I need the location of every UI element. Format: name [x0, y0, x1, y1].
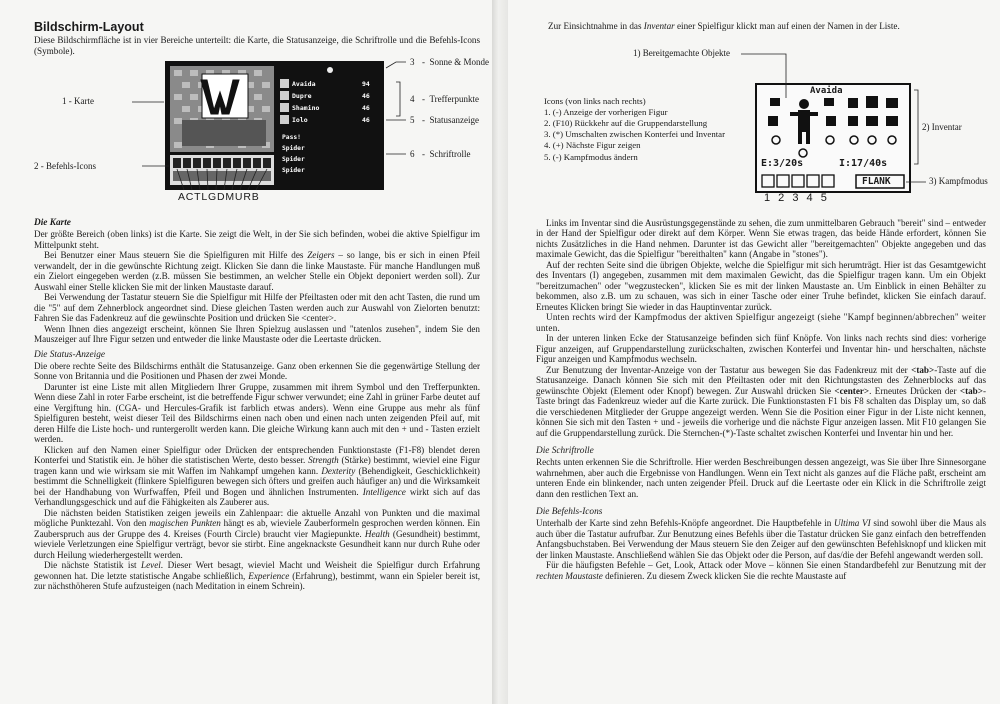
scroll-line: Spider: [282, 156, 305, 163]
party-row[interactable]: [292, 90, 319, 102]
hitpoint-value: 46: [362, 104, 370, 112]
label-map: 1 - Karte: [62, 96, 94, 106]
status-paragraph-2: Darunter ist eine Liste mit allen Mitgliedern Ihrer Gruppe, zusammen mit ihrem Symbol und den Trefferpunkten. Wenn diese Zahl in roter Farbe erscheint, ist die betreffende Figur schwer verwundet; eine Zahl in grüner Farbe deutet auf eine Vergiftung hin. (CGA- und Hercules-Grafik ist farblich etwas anders). Wenn eine Gruppe aus mehr als fünf Spielfiguren besteht, weist dieser Teil des Bildschirms einen nach oben und einen nach unten zeigenden Pfeil auf, mit deren Hilfe die Liste hoch- und runtergerollt werden kann. Die gleiche Wirkung kann auch mit den + und - Tasten erzielt werden.: [34, 381, 480, 444]
party-list: [292, 78, 319, 126]
scroll-line: Spider: [282, 145, 305, 152]
intro-paragraph: Diese Bildschirmfläche ist in vier Bereiche unterteilt: die Karte, die Statusanzeige, die Schriftrolle und die Befehls-Icons (Symbole).: [34, 35, 480, 56]
inventory-items: [848, 96, 898, 144]
inventory-paragraph-4: In der unteren linken Ecke der Statusanzeige befinden sich fünf Knöpfe. Von links nach rechts sind dies: vorherige Figur anzeigen, auf Gruppendarstellung zurückschalten, zwischen Konterfei und Inventar hin- und herschalten, nächste Figur anzeigen und Kampfmodus wechseln.: [536, 333, 986, 364]
scroll-paragraph: Rechts unten erkennen Sie die Schriftrolle. Hier werden Beschreibungen dessen angezeigt, was Sie über Ihre Sinnesorgane wahrnehmen, aber auch die Ergebnisse von Handlungen. Wenn ein Text nicht als ganzes auf die Fläche paßt, erscheint am unteren Ende ein blinkender, nach unten zeigender Pfeil. Druck auf die Leertaste oder ein Klick in die Schriftrolle zeigt dann den restlichen Text an.: [536, 457, 986, 499]
screen-char-name: Avaida: [810, 85, 843, 96]
screen-layout-figure: [34, 57, 489, 218]
icon-letters: ACTLGDMURB: [178, 191, 260, 203]
label-scroll-text: Schriftrolle: [429, 149, 471, 159]
scroll-line: Pass!: [282, 134, 301, 141]
label-sun-moons: - Sonne & Monde: [422, 57, 489, 67]
combat-mode-value[interactable]: FLANK: [862, 175, 891, 187]
scroll-line: Spider: [282, 167, 305, 174]
status-paragraph-1: Die obere rechte Seite des Bildschirms enthält die Statusanzeige. Ganz oben erkennen Sie die gegenwärtige Stellung der Sonne von Britannia und die Positionen und Phasen der zwei Monde.: [34, 360, 480, 381]
page-heading: Bildschirm-Layout: [34, 20, 144, 34]
party-row[interactable]: [292, 102, 319, 114]
party-hitpoints: [362, 78, 370, 126]
icons-legend-item: 4. (+) Nächste Figur zeigen: [544, 140, 641, 151]
icons-legend-item: 5. (-) Kampfmodus ändern: [544, 151, 638, 162]
screen-inventory-weight: I:17/40s: [839, 157, 888, 169]
left-page: [0, 0, 492, 704]
inventory-paragraph-2: Auf der rechten Seite sind die übrigen Objekte, welche die Spielfigur mit sich herumträgt. Hier ist das Gesamtgewicht des Inventars (I) angegeben, zusammen mit dem maximalen Gewicht, das die Spielfigur tragen kann. Um ein Objekt "bereitzumachen" oder "wegzustecken", klicken Sie es mit der linken Maustaste an. Um Einblick in einen Behälter zu bekommen, also z.B. um zu schauen, was sich in einer Tasche oder einer Truhe befindet, klicken Sie einfach darauf. Erneutes Klicken bringt Sie wieder in das Hauptinventar zurück.: [536, 259, 986, 312]
party-name: Avaida: [292, 80, 316, 88]
command-icons-paragraph-1: Unterhalb der Karte sind zehn Befehls-Knöpfe angeordnet. Die Hauptbefehle in Ultima VI sind sowohl über die Maus als auch über die Tastatur aufrufbar. Zur Benutzung eines Befehls über die Tastatur drücken Sie ganz einfach den betreffenden Anfangsbuchstaben. Bei Verwendung der Maus steuern Sie den Zeiger auf den gewünschten Befehlsknopf und klicken mit der linken Maustaste. Anschließend wählen Sie das Objekt oder die Person, auf das/die der Befehl angewandt werden soll.: [536, 518, 986, 560]
status-paragraph-4: Die nächsten beiden Statistiken zeigen jeweils ein Zahlenpaar: die aktuelle Anzahl von Punkten und die maximal mögliche Punktezahl. Von den magischen Punkten hängt es ab, wieviele Zauberformeln gesprochen werden können. Ein Zauberspruch aus der Gruppe des 4. Kreises (Fourth Circle) braucht vier Magiepunkte. Health (Gesundheit) bestimmt, wieviele Verletzungen eine Spielfigur verträgt, bevor sie stirbt. Eine angeknackste Gesundheit kann nur durch Ruhe oder durch Heilung wiederhergestellt werden.: [34, 507, 480, 560]
status-paragraph-3: Klicken auf den Namen einer Spielfigur oder Drücken der entsprechenden Funktionstaste (F1-F8) blendet deren Konterfei und Statistik ein. Je höher die statistischen Werte, desto besser. Strength (Stärke) bestimmt, wieviel eine Figur tragen kann und wie wirksam sie mit Waffen im Nahkampf umgehen kann. Dexterity (Behendigkeit, Geschicklichkeit) bestimmt die Schnelligkeit (flinkere Spielfiguren bewegen sich öfters und greifen auch häufiger an) und die Wirksamkeit bei der Handhabung von Wurfwaffen, Pfeil und Bogen und ähnlichen Instrumenten. Intelligence wirkt sich auf das Verhandlungsgeschick und auf die Fähigkeiten als Zauberer aus.: [34, 444, 480, 507]
party-row[interactable]: [292, 78, 319, 90]
map-paragraph-1: Der größte Bereich (oben links) ist die Karte. Sie zeigt die Welt, in der Sie sich befinden, wobei die aktive Spielfigur im Mittelpunkt steht.: [34, 229, 480, 250]
inventory-figure: [536, 32, 986, 218]
hitpoint-value: 94: [362, 80, 370, 88]
label-sun-moons-text: Sonne & Monde: [429, 57, 489, 67]
section-title-status: Die Status-Anzeige: [34, 349, 106, 360]
inventory-intro: Zur Einsichtnahme in das Inventar einer Spielfigur klickt man auf einen der Namen in der Liste.: [548, 21, 900, 31]
inventory-paragraph-5: Zur Benutzung der Inventar-Anzeige von der Tastatur aus bewegen Sie das Fadenkreuz mit der <tab>-Taste auf die Statusanzeige. Danach können Sie sich mit den Pfeiltasten oder mit den Richtungstasten des Zehnerblocks auf das gewünschte Objekt (Element oder Knopf) bewegen. Zur Auswahl drücken Sie <center>. Erneutes Drücken der <tab>-Taste bringt das Fadenkreuz wieder auf die Karte zurück. Die Funktionstasten F1 bis F8 schalten das Display um, so daß die verschiedenen Mitglieder der Gruppe angezeigt werden. Wenn Sie die Position einer Figur in der Liste nicht kennen, können Sie sich mit den Tasten + und - jeweils die vorherige und die nächste Figur anzeigen lassen. Mit F10 gelangen Sie auf die Gruppendarstellung zurück. Die Sternchen-(*)-Taste schaltet zwischen Konterfei und Inventar hin und her.: [536, 364, 987, 438]
icons-legend-item: 2. (F10) Rückkehr auf die Gruppendarstellung: [544, 117, 708, 128]
command-icons-paragraph-2: Für die häufigsten Befehle – Get, Look, Attack oder Move – können Sie einen Standardbefehl zur Benutzung mit der rechten Maustaste definieren. Zu diesem Zweck klicken Sie die rechte Maustaste auf: [536, 560, 986, 581]
party-row[interactable]: [292, 114, 319, 126]
label-scroll-num: 6: [410, 149, 415, 159]
label-ready-objects: 1) Bereitgemachte Objekte: [633, 47, 730, 58]
sun-icon: [327, 67, 333, 73]
icons-legend: [544, 96, 725, 163]
section-title-scroll: Die Schriftrolle: [536, 446, 594, 456]
label-sun-moons-num: 3: [410, 57, 415, 67]
scroll-lines: [282, 132, 305, 176]
inventory-paragraph-3: Unten rechts wird der Kampfmodus der aktiven Spielfigur angezeigt (siehe "Kampf beginnen/abbrechen" weiter unten.: [536, 312, 986, 333]
book-gutter: [492, 0, 508, 704]
icons-legend-header: Icons (von links nach rechts): [544, 95, 646, 106]
icons-legend-item: 3. (*) Umschalten zwischen Konterfei und Inventar: [544, 129, 726, 140]
map-building: [201, 74, 248, 118]
label-inventory: 2) Inventar: [922, 121, 962, 132]
inventory-paragraph-1: Links im Inventar sind die Ausrüstungsgegenstände zu sehen, die zum unmittelbaren Gebrauch "bereit" sind – entweder in der Hand der Spielfigur oder direkt auf dem Körper. Wenn Sie etwas tragen, das beide Hände erfordert, können Sie nichts Zusätzliches in die Hand nehmen. Darunter ist das Gewicht aller "bereitgemachten" Objekte angegeben und das maximale Gewicht, das die Spielfigur "bereithalten" kann (Angabe in "stones").: [536, 217, 986, 259]
party-name: Iolo: [292, 116, 308, 124]
right-page: [508, 0, 1000, 704]
status-paragraph-5: Die nächste Statistik ist Level. Dieser Wert besagt, wieviel Macht und Weisheit die Spielfigur durch Erfahrung gewonnen hat. Die letzte statistische Angabe schließlich, Experience (Erfahrung), bestimmt, wann ein Spieler bereit ist, zur nächsthöheren Stufe aufzusteigen (nach Meditation in einem Schrein).: [34, 560, 481, 591]
screen-ready-weight: E:3/20s: [761, 157, 804, 169]
label-scroll: - Schriftrolle: [422, 149, 471, 159]
icons-legend-item: 1. (-) Anzeige der vorherigen Figur: [544, 106, 668, 117]
section-title-map: Die Karte: [34, 218, 71, 228]
section-title-command-icons: Die Befehls-Icons: [536, 507, 603, 517]
label-hitpoints: - Trefferpunkte: [422, 94, 479, 104]
label-combat-mode: 3) Kampfmodus: [929, 175, 988, 186]
party-name: Dupre: [292, 92, 312, 100]
hitpoint-value: 46: [362, 116, 370, 124]
hitpoint-value: 46: [362, 92, 370, 100]
label-status-text: Statusanzeige: [429, 115, 479, 125]
map-paragraph-3: Bei Verwendung der Tastatur steuern Sie die Spielfigur mit Hilfe der Pfeiltasten oder mit den acht Tasten, die rund um die "5" auf dem Zehnerblock angeordnet sind. Diese gleichen Tasten werden auch zur Auswahl von Zielorten benutzt: Fahren Sie das Fadenkreuz auf die gewünschte Position und drücken Sie <center>.: [34, 292, 480, 323]
label-command-icons: 2 - Befehls-Icons: [34, 161, 96, 171]
button-numbers: 1 2 3 4 5: [764, 191, 830, 204]
label-status: - Statusanzeige: [422, 115, 479, 125]
label-hitpoints-num: 4: [410, 94, 415, 104]
party-name: Shamino: [292, 104, 320, 112]
map-paragraph-4: Wenn Ihnen dies angezeigt erscheint, können Sie Ihren Spielzug auslassen und "tatenlos zusehen", indem Sie den Mauszeiger auf Ihre Figur setzen und entweder die linke Maustaste oder die Leertaste drücken.: [34, 323, 480, 344]
label-hitpoints-text: Trefferpunkte: [429, 94, 479, 104]
map-paragraph-2: Bei Benutzer einer Maus steuern Sie die Spielfiguren mit Hilfe des Zeigers – so lange, bis er sich in einen Pfeil verwandelt, der in die gewünschte Richtung zeigt. Klicken Sie dann die linke Maustaste. Für manche Handlungen muß ein Zielort eingegeben werden (z.B. müssen Sie bestimmen, an welcher Stelle ein Objekt deponiert werden soll). Zur Auswahl einer Stelle klicken Sie mit der linken Maustaste darauf.: [34, 250, 480, 292]
label-status-num: 5: [410, 115, 415, 125]
